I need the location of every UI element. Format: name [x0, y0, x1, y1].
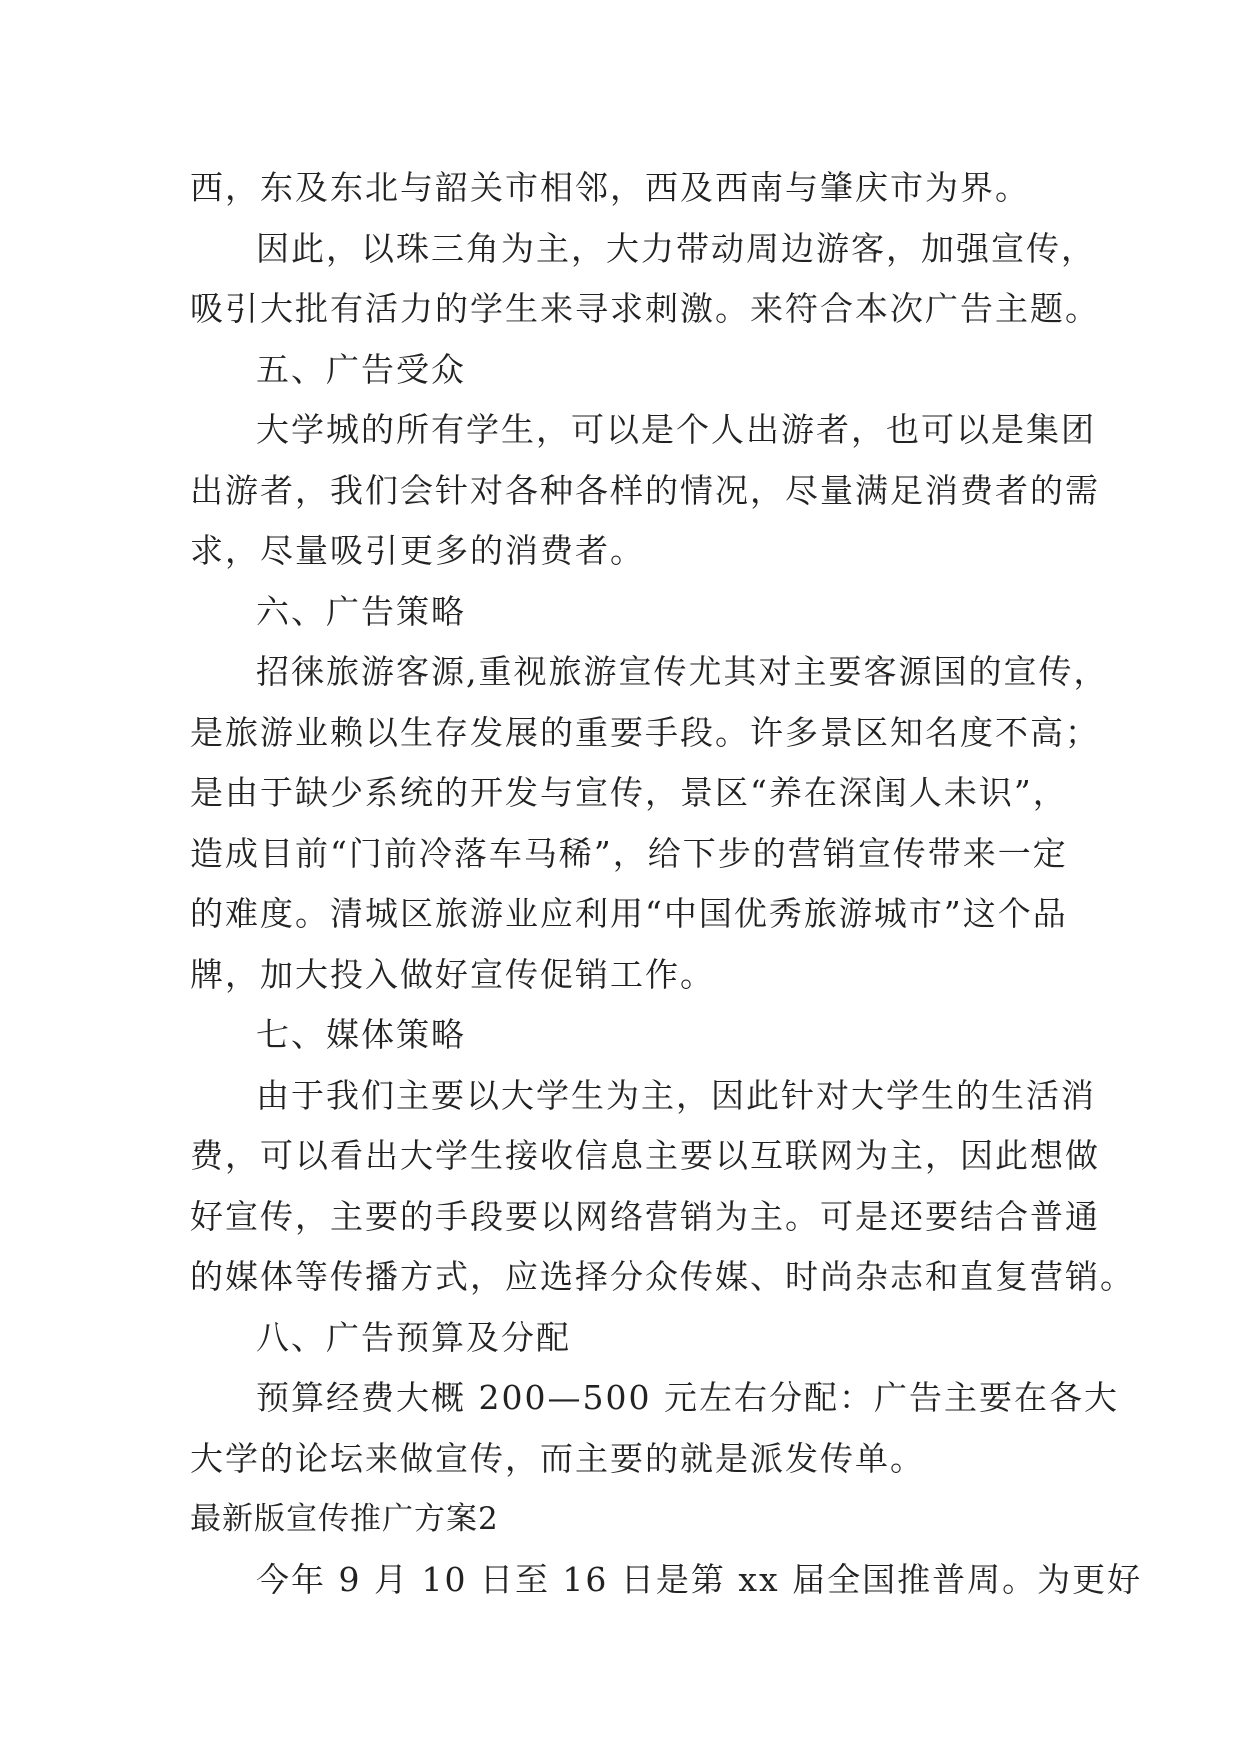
paragraph-line: 由于我们主要以大学生为主，因此针对大学生的生活消 [256, 1075, 1096, 1115]
document-title: 最新版宣传推广方案2 [190, 1501, 499, 1537]
paragraph-line: 求，尽量吸引更多的消费者。 [190, 531, 645, 570]
paragraph-line: 预算经费大概 200—500 元左右分配：广告主要在各大 [256, 1378, 1119, 1417]
paragraph-line: 的媒体等传播方式，应选择分众传媒、时尚杂志和直复营销。 [190, 1257, 1135, 1296]
paragraph-line: 是由于缺少系统的开发与宣传，景区“养在深闺人未识”， [190, 773, 1068, 812]
paragraph-line: 大学的论坛来做宣传，而主要的就是派发传单。 [190, 1438, 925, 1478]
paragraph-line: 造成目前“门前冷落车马稀”，给下步的营销宣传带来一定 [190, 833, 1068, 873]
paragraph-line: 今年 9 月 10 日至 16 日是第 xx 届全国推普周。为更好 [256, 1559, 1143, 1599]
paragraph-line: 费，可以看出大学生接收信息主要以互联网为主，因此想做 [190, 1136, 1100, 1175]
paragraph-line: 吸引大批有活力的学生来寻求刺激。来符合本次广告主题。 [190, 289, 1100, 328]
paragraph-line: 大学城的所有学生，可以是个人出游者，也可以是集团 [256, 410, 1096, 449]
paragraph-line: 出游者，我们会针对各种各样的情况，尽量满足消费者的需 [190, 470, 1100, 510]
section-heading-audience: 五、广告受众 [256, 349, 466, 389]
paragraph-line: 西，东及东北与韶关市相邻，西及西南与肇庆市为界。 [190, 168, 1030, 207]
document-body [190, 158, 1143, 1610]
paragraph-line: 好宣传，主要的手段要以网络营销为主。可是还要结合普通 [190, 1196, 1100, 1236]
section-heading-budget: 八、广告预算及分配 [256, 1317, 571, 1357]
paragraph-line: 的难度。清城区旅游业应利用“中国优秀旅游城市”这个品 [190, 894, 1068, 933]
paragraph-line: 招徕旅游客源,重视旅游宣传尤其对主要客源国的宣传， [256, 652, 1109, 691]
paragraph-line: 是旅游业赖以生存发展的重要手段。许多景区知名度不高； [190, 712, 1100, 752]
paragraph-line: 因此，以珠三角为主，大力带动周边游客，加强宣传， [256, 228, 1096, 268]
section-heading-strategy: 六、广告策略 [256, 591, 466, 631]
section-heading-media: 七、媒体策略 [256, 1015, 466, 1054]
paragraph-line: 牌，加大投入做好宣传促销工作。 [190, 954, 715, 994]
